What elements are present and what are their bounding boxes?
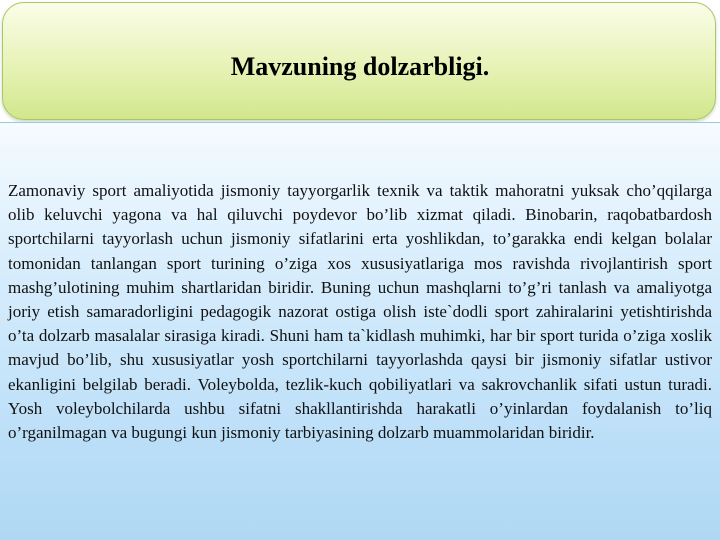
header-panel (2, 2, 716, 120)
body-paragraph: Zamonaviy sport amaliyotida jismoniy tayyorgarlik texnik va taktik mahoratni yuksak cho’qqilarga olib keluvchi yagona va hal qiluvchi poydevor bo’lib xizmat qiladi. Binobarin, raqobatbardosh sportchilarni tayyorlash uchun jismoniy sifatlarini erta yoshlikdan, to’garakka endi kelgan bolalar tomonidan tanlangan sport turining o’ziga xos xususiyatlariga mos ravishda rivojlantirish sport mashg’ulotining muhim shartlaridan biridir. Buning uchun mashqlarni to’g’ri tanlash va amaliyotga joriy etish samaradorligini pedagogik nazorat ostiga olish iste`dodli sport zahiralarini yetishtirishda o’ta dolzarb masalalar sirasiga kiradi. Shuni ham ta`kidlash muhimki, har bir sport turida o’ziga xoslik mavjud bo’lib, shu xususiyatlar yosh sportchilarni tayyorlashda qaysi bir jismoniy sifatlar ustivor ekanligini belgilab beradi. Voleybolda, tezlik-kuch qobiliyatlari va sakrovchanlik sifati ustun turadi. Yosh voleybolchilarda ushbu sifatni shakllantirishda harakatli o’yinlardan foydalanish to’liq o’rganilmagan va bugungi kun jismoniy tarbiyasining dolzarb muammolaridan biridir. (8, 181, 712, 443)
slide-title: Mavzuning dolzarbligi. (230, 52, 490, 81)
content-panel (0, 122, 720, 540)
